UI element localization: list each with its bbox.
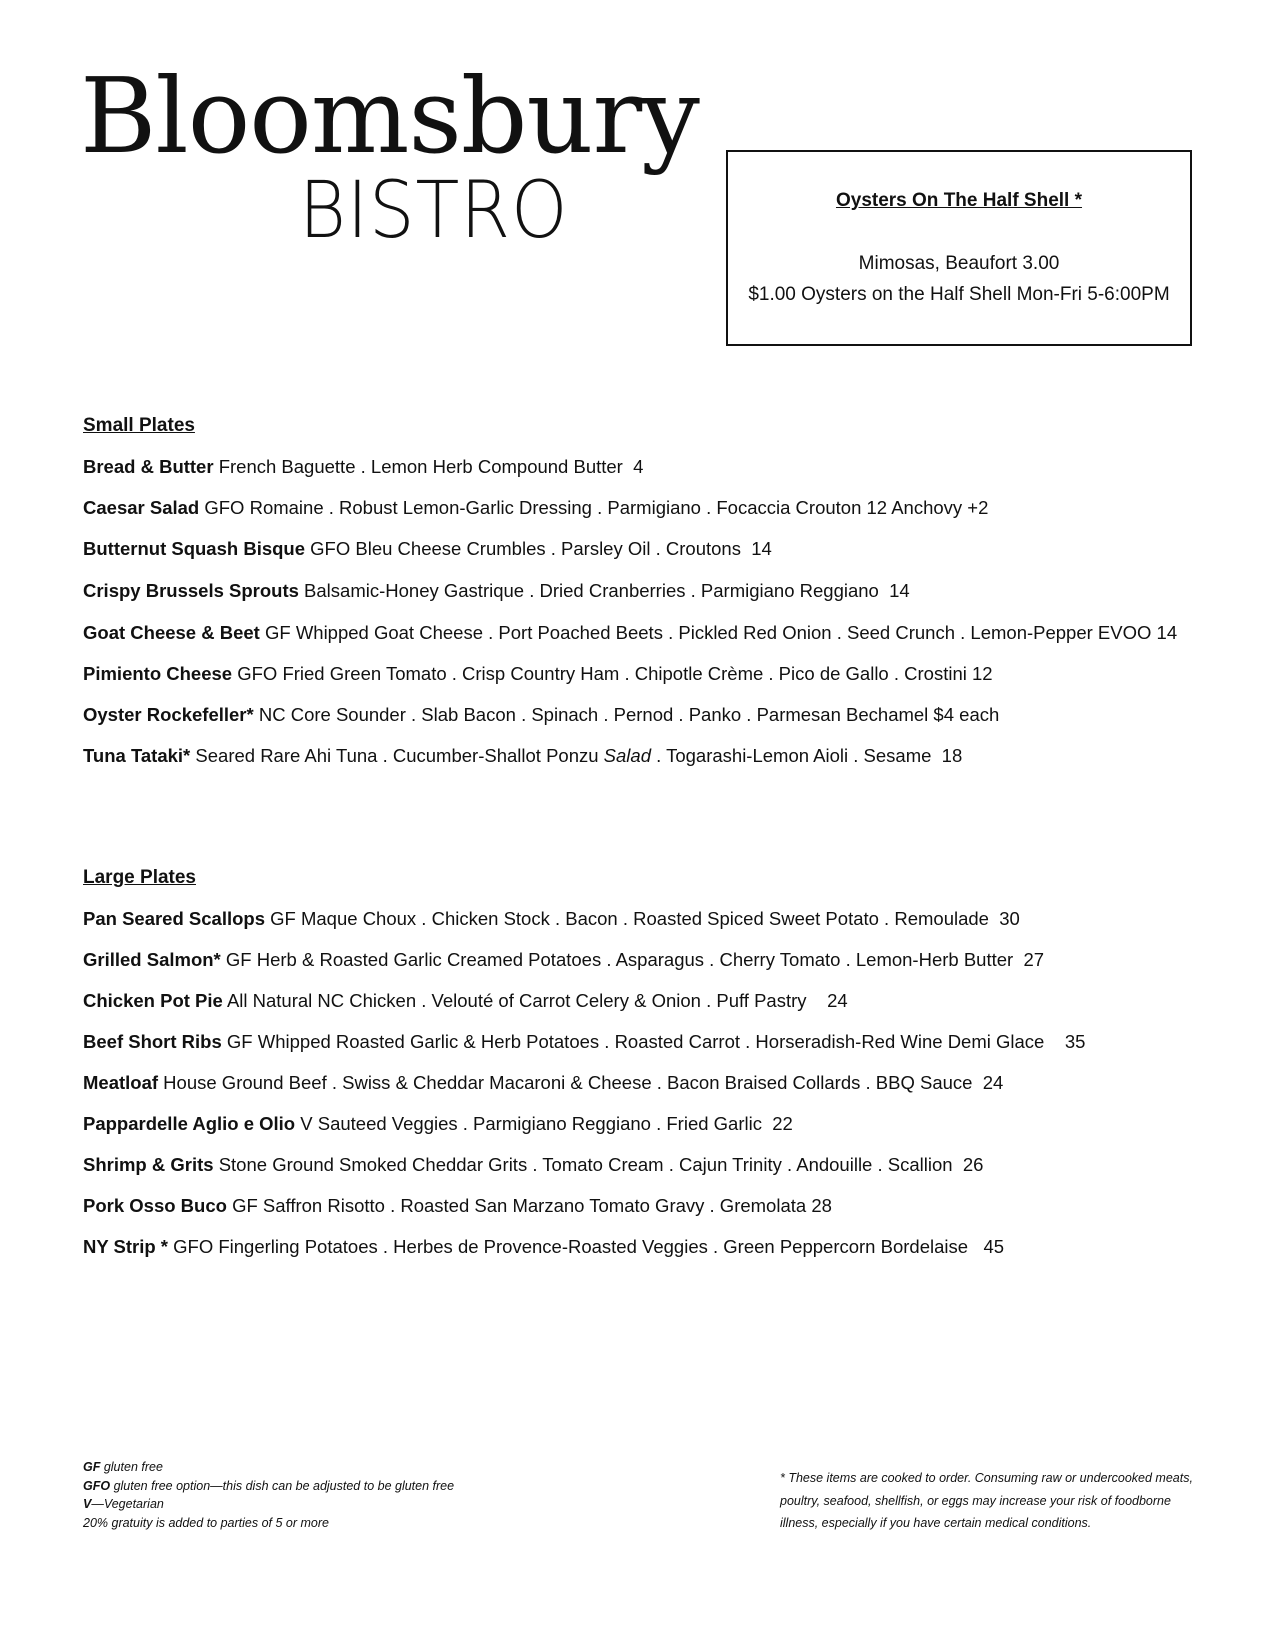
dietary-legend [83,1458,454,1532]
menu-item-name: Oyster Rockefeller* [83,704,254,725]
menu-item [83,907,1223,931]
menu-item-description: House Ground Beef . Swiss & Cheddar Macaroni & Cheese . Bacon Braised Collards . BBQ Sauce [158,1072,973,1093]
small-plates-heading: Small Plates [83,415,195,436]
menu-item-name: Pappardelle Aglio e Olio [83,1113,296,1134]
menu-item-description: V Sauteed Veggies . Parmigiano Reggiano . Fried Garlic [295,1113,762,1134]
menu-item-name: Chicken Pot Pie [83,990,223,1011]
menu-item-description: GFO Romaine . Robust Lemon-Garlic Dressing . Parmigiano . Focaccia Crouton 12 Anchovy +2 [199,497,989,518]
menu-item-price: 18 [941,745,963,766]
menu-item-name: Meatloaf [83,1072,159,1093]
legend-abbr: GF [83,1460,101,1474]
menu-item [83,1030,1223,1054]
specials-line: Mimosas, Beaufort 3.00 [858,253,1060,274]
menu-item-description: GF Maque Choux . Chicken Stock . Bacon . Roasted Spiced Sweet Potato . Remoulade [265,908,989,929]
menu-item-name: Grilled Salmon* [83,949,221,970]
menu-item-name: Crispy Brussels Sprouts [83,580,299,601]
menu-item-description: GFO Fried Green Tomato . Crisp Country Ham . Chipotle Crème . Pico de Gallo . Crostini 12 [232,663,993,684]
menu-item-name: Pimiento Cheese [83,663,233,684]
menu-item-name: Butternut Squash Bisque [83,538,306,559]
menu-item-name: Caesar Salad [83,497,200,518]
menu-item-description: Balsamic-Honey Gastrique . Dried Cranberries . Parmigiano Reggiano [298,580,879,601]
menu-item-price: 14 [751,538,772,559]
menu-item [83,662,1223,686]
menu-item-description: GF Saffron Risotto . Roasted San Marzano Tomato Gravy . Gremolata 28 [226,1195,832,1216]
menu-item [83,621,1223,645]
menu-item-price: 30 [999,908,1020,929]
large-plates-heading: Large Plates [83,867,196,888]
menu-item-name: Tuna Tataki* [83,745,191,766]
menu-item-description: GF Herb & Roasted Garlic Creamed Potatoes . Asparagus . Cherry Tomato . Lemon-Herb Butter [220,949,1014,970]
legend-line [83,1477,454,1496]
specials-line: $1.00 Oysters on the Half Shell Mon-Fri 5-6:00PM [748,284,1170,305]
menu-item [83,948,1223,972]
menu-item-price: 26 [962,1154,984,1175]
menu-item-name: Shrimp & Grits [83,1154,214,1175]
menu-item-description: Stone Ground Smoked Cheddar Grits . Tomato Cream . Cajun Trinity . Andouille . Scallion [213,1154,953,1175]
menu-item-name: Goat Cheese & Beet [83,622,260,643]
specials-title: Oysters On The Half Shell * [835,190,1083,211]
menu-item [83,1112,1223,1136]
menu-item-description: French Baguette . Lemon Herb Compound Butter [213,456,623,477]
legend-line [83,1495,454,1514]
menu-item [83,703,1223,727]
menu-item [83,1153,1223,1177]
menu-item-description: GFO Bleu Cheese Crumbles . Parsley Oil . Croutons [305,538,741,559]
menu-item-price: 22 [772,1113,793,1134]
menu-item-description: All Natural NC Chicken . Velouté of Carrot Celery & Onion . Puff Pastry [222,990,807,1011]
legend-text: gluten free [100,1460,163,1474]
brand-logo-sub: BISTRO [299,166,569,256]
menu-item-name: Beef Short Ribs [83,1031,222,1052]
legend-text: —Vegetarian [91,1497,164,1511]
raw-food-warning: * These items are cooked to order. Consuming raw or undercooked meats, poultry, seafood, shellfish, or eggs may increase your risk of foodborne illness, especially if you have certain medical conditions. [780,1471,1193,1530]
menu-item-price: 24 [827,990,848,1011]
menu-item-name: Pan Seared Scallops [83,908,266,929]
menu-item-price: 27 [1023,949,1045,970]
menu-item-price: 24 [982,1072,1004,1093]
legend-text: gluten free option—this dish can be adjusted to be gluten free [110,1478,455,1493]
specials-box [726,150,1192,346]
menu-item-price: 35 [1064,1031,1086,1052]
menu-item-description-emphasis: Salad [603,745,651,766]
menu-item [83,537,1223,561]
menu-item-price: 14 [889,580,910,601]
menu-item-name: NY Strip * [83,1236,168,1257]
menu-item-description: GFO Fingerling Potatoes . Herbes de Provence-Roasted Veggies . Green Peppercorn Bordelaise [167,1236,969,1257]
menu-item [83,455,1223,479]
menu-item [83,989,1223,1013]
menu-item-price: 45 [983,1236,1005,1257]
menu-item-description: . Togarashi-Lemon Aioli . Sesame [651,745,932,766]
menu-item-description: Seared Rare Ahi Tuna . Cucumber-Shallot Ponzu [190,745,604,766]
menu-item [83,496,1223,520]
menu-item-name: Bread & Butter [83,456,214,477]
menu-item-price: 4 [633,456,644,477]
menu-item-description: GF Whipped Roasted Garlic & Herb Potatoes . Roasted Carrot . Horseradish-Red Wine Demi Glace [221,1031,1045,1052]
menu-item-description: NC Core Sounder . Slab Bacon . Spinach . Pernod . Panko . Parmesan Bechamel $4 each [253,704,1000,725]
brand-logo-name: Bloomsbury [80,55,699,177]
menu-item [83,744,1223,768]
legend-abbr: V [83,1497,92,1511]
menu-item-description: GF Whipped Goat Cheese . Port Poached Beets . Pickled Red Onion . Seed Crunch . Lemon-Pepper EVOO 14 [259,622,1178,643]
gratuity-note: 20% gratuity is added to parties of 5 or more [83,1515,329,1530]
legend-abbr: GFO [83,1478,111,1493]
menu-item [83,1071,1223,1095]
menu-item [83,1194,1223,1218]
legend-line [83,1458,454,1477]
menu-item [83,579,1223,603]
menu-item-name: Pork Osso Buco [83,1195,227,1216]
menu-item [83,1235,1223,1259]
